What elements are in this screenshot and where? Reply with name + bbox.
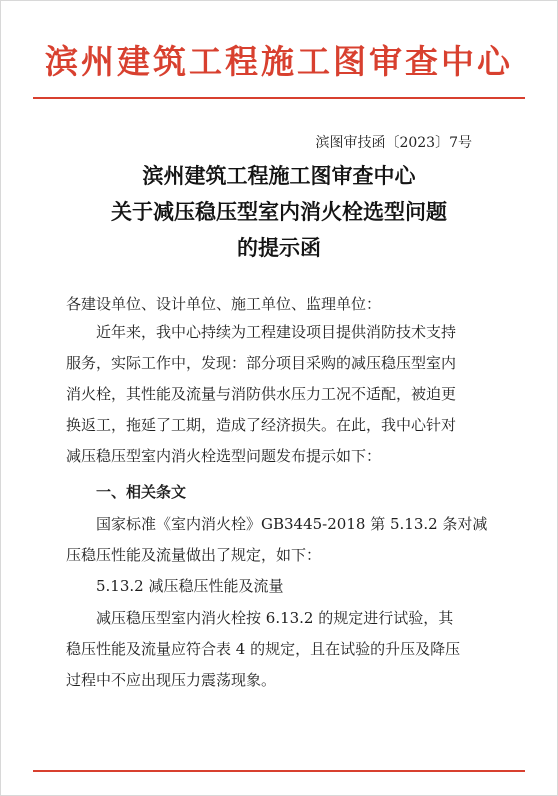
paragraph-line: 近年来，我中心持续为工程建设项目提供消防技术支持: [96, 323, 457, 341]
document-title-line-1: 滨州建筑工程施工图审查中心: [142, 163, 416, 188]
document-title-line-2: 关于减压稳压型室内消火栓选型问题: [111, 199, 447, 224]
paragraph-line: 换返工，拖延了工期，造成了经济损失。在此，我中心针对: [66, 416, 457, 434]
paragraph-line: 稳压性能及流量应符合表 4 的规定，且在试验的升压及降压: [66, 640, 461, 658]
salutation: 各建设单位、设计单位、施工单位、监理单位：: [66, 295, 382, 313]
paragraph-line: 国家标准《室内消火栓》GB3445-2018 第 5.13.2 条对减: [96, 515, 488, 533]
section-heading: 一、相关条文: [96, 483, 187, 501]
paragraph-line: 过程中不应出现压力震荡现象。: [66, 671, 277, 689]
paragraph-line: 减压稳压型室内消火栓按 6.13.2 的规定进行试验，其: [96, 609, 454, 627]
document-number: 滨图审技函〔2023〕7号: [315, 135, 472, 151]
paragraph-line: 减压稳压型室内消火栓选型问题发布提示如下：: [66, 447, 382, 465]
footer-red-rule: [33, 770, 525, 772]
letterhead-red-rule: [33, 97, 525, 99]
clause-title: 5.13.2 减压稳压性能及流量: [96, 577, 284, 595]
document-title-line-3: 的提示函: [237, 235, 321, 260]
paragraph-line: 消火栓，其性能及流量与消防供水压力工况不适配，被迫更: [66, 385, 457, 403]
letterhead-org-name: 滨州建筑工程施工图审查中心: [45, 42, 513, 81]
paragraph-line: 服务，实际工作中，发现：部分项目采购的减压稳压型室内: [66, 354, 457, 372]
paragraph-line: 压稳压性能及流量做出了规定，如下：: [66, 546, 322, 564]
